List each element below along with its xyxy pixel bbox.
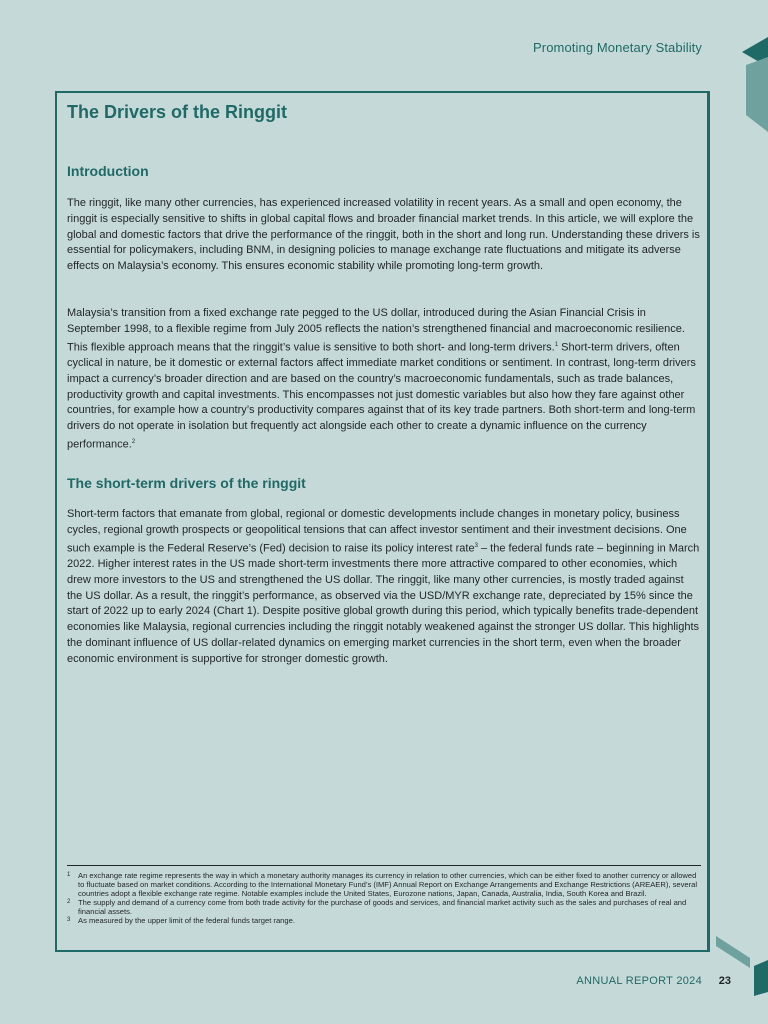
footnote-ref-1: 1: [554, 341, 559, 348]
footnote-text: The supply and demand of a currency come from both trade activity for the purchase of goods and services, and financial market activity such as the sales and purchases of real and financial assets.: [78, 898, 687, 917]
footnote-divider: [67, 865, 701, 866]
article-title: The Drivers of the Ringgit: [67, 102, 288, 122]
footnote-ref-3: 3: [474, 542, 478, 549]
footnote-text: An exchange rate regime represents the way in which a monetary authority manages its currency in relation to other currencies, which can be either fixed to another currency or allowed to fluctuate based on market conditions. According to the International Monetary Fund’s (IMF) Annual Report on Exchange Arrangements and Exchange Restrictions (AREAER), several countries adopt a flexible exchange rate regime. Notable examples include the United States, Eurozone nations, Japan, Canada, Australia, India, South Korea and Brazil.: [78, 871, 698, 899]
intro-paragraph-2-part-a: Malaysia’s transition from a fixed exchange rate pegged to the US dollar, introduced during the Asian Financial Crisis in September 1998, to a flexible regime from July 2005 reflects the nation’s strengthened financial and macroeconomic resilience. This flexible approach means that the ringgit’s value is sensitive to both short- and long-term drivers.: [67, 307, 685, 354]
intro-paragraph-1: The ringgit, like many other currencies, has experienced increased volatility in recent years. As a small and open economy, the ringgit is especially sensitive to shifts in global capital flows and broader financial market trends. In this article, we will explore the global and domestic factors that drive the performance of the ringgit, both in the short and long run. Understanding these drivers is essential for policymakers, including BNM, in designing policies to manage exchange rate fluctuations and mitigate its adverse effects on Malaysia’s economy. This ensures economic stability while promoting long-term growth.: [67, 197, 700, 273]
corner-decoration: [720, 37, 768, 132]
introduction-heading: Introduction: [67, 163, 149, 179]
short-term-paragraph-part-b: – the federal funds rate – beginning in March 2022. Higher interest rates in the US made short-term investments there more attractive compared to other economies, which drew more investors to the US and strengthened the US dollar. The ringgit, like many other currencies, is mostly traded against the US dollar. As a result, the ringgit’s performance, as observed via the USD/MYR exchange rate, depreciated by 15% since the start of 2022 up to early 2024 (Chart 1). Despite positive global growth during this period, which typically benefits trade-dependent economies like Malaysia, regional currencies including the ringgit notably weakened against the stronger US dollar. This highlights the dominant influence of US dollar-related dynamics on emerging market currencies in the short term, even when the broader economic environment is supportive for stronger domestic growth.: [67, 542, 700, 665]
footnote-text: As measured by the upper limit of the federal funds target range.: [78, 916, 295, 926]
footnote-ref-2: 2: [131, 439, 136, 446]
footer-decoration: [716, 936, 768, 996]
intro-paragraph-2-part-b: Short-term drivers, often cyclical in nature, be it domestic or external factors affect immediate market conditions or sentiment. In contrast, long-term drivers impact a currency’s broader direction and are based on the country’s macroeconomic fundamentals, such as trade balances, productivity growth and capital investments. This encompasses not just domestic variables but also how they fare against other countries, for example how a country’s productivity compares against that of its key trade partners. Both short-term and long-term drivers do not operate in isolation but frequently act alongside each other to create a dynamic influence on the currency performance.: [67, 341, 696, 451]
footnote-item: [67, 871, 701, 898]
footnote-item: [67, 898, 701, 916]
footnotes: [67, 871, 701, 926]
footnote-item: [67, 916, 701, 925]
footnote-number: 1: [67, 872, 71, 878]
footnote-number: 2: [67, 899, 71, 906]
footnote-number: 3: [67, 917, 71, 924]
intro-paragraph-2: [67, 306, 701, 453]
page-number: 23: [718, 975, 731, 987]
article-box: [55, 91, 710, 952]
short-term-paragraph-part-a: Short-term factors that emanate from global, regional or domestic developments include changes in monetary policy, business cycles, regional growth prospects or geopolitical tensions that can affect investor sentiment and their investment decisions. One such example is the Federal Reserve’s (Fed) decision to raise its policy interest rate: [67, 508, 687, 555]
short-term-heading: The short-term drivers of the ringgit: [67, 475, 306, 491]
short-term-paragraph: [67, 507, 701, 668]
report-label: ANNUAL REPORT 2024: [576, 975, 702, 987]
section-title: Promoting Monetary Stability: [533, 40, 702, 55]
